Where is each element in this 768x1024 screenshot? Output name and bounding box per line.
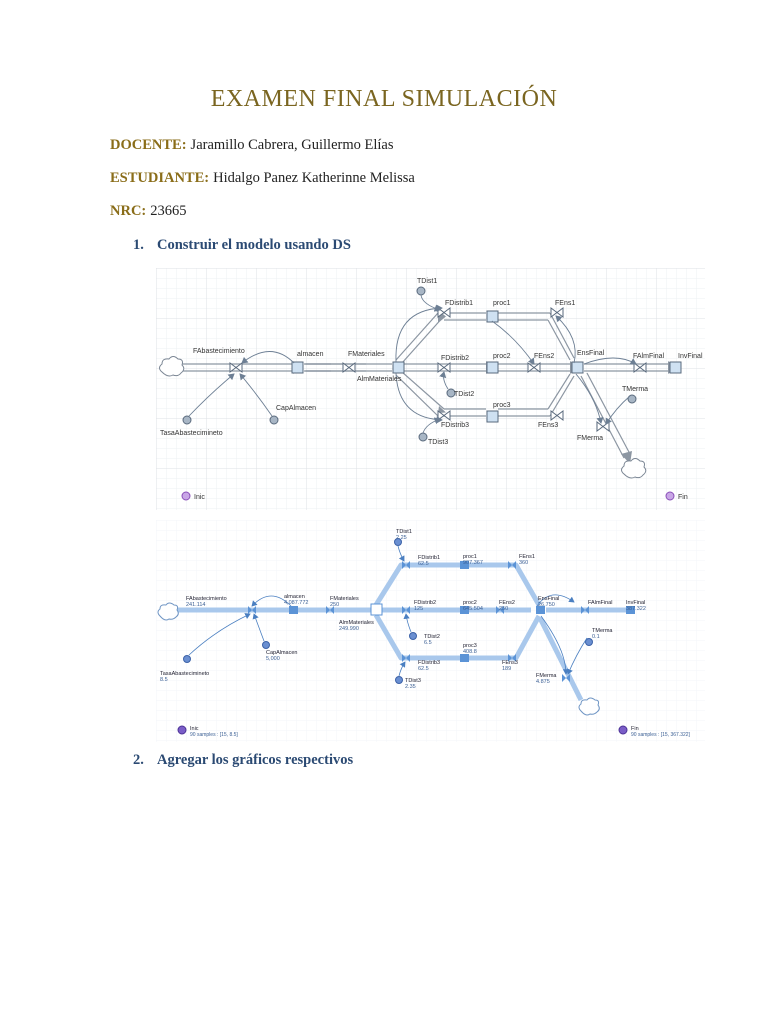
value-proc1: 907.367: [463, 560, 483, 566]
value-fens3: 189: [502, 666, 512, 672]
sink-cloud-icon: [579, 698, 599, 715]
label-fmateriales: FMateriales: [330, 596, 359, 602]
aux-capalmacen: [270, 416, 278, 424]
label-fdistrib2: FDistrib2: [441, 355, 470, 362]
label-proc3: proc3: [493, 402, 511, 409]
label-fmerma: FMerma: [536, 673, 557, 679]
label-almacen: almacen: [297, 351, 324, 358]
value-fens1: 360: [519, 560, 529, 566]
value-tdist2: 6.5: [424, 640, 432, 646]
inic-value: 90 samples : [15, 8.5]: [190, 732, 238, 738]
nrc-field: [110, 203, 187, 220]
value-fmateriales: 250: [330, 602, 340, 608]
source-cloud-icon: [158, 603, 178, 620]
label-tdist3: TDist3: [405, 678, 421, 684]
value-proc3: 408.8: [463, 649, 477, 655]
aux-tasa: [183, 416, 191, 424]
stock-almmateriales: [393, 362, 404, 373]
label-proc1: proc1: [463, 554, 477, 560]
fin-value: 90 samples : [15, 367.322]: [631, 732, 690, 738]
value-fdistrib2: 125: [414, 606, 424, 612]
label-falmfinal: FAlmFinal: [633, 353, 665, 360]
label-proc3: proc3: [463, 643, 477, 649]
label-fens3: FEns3: [538, 422, 559, 429]
label-tasa: TasaAbastecimineto: [160, 430, 223, 437]
question-1: [133, 237, 351, 254]
label-fens2: FEns2: [499, 600, 515, 606]
label-fens3: FEns3: [502, 660, 518, 666]
label-capalmacen: CapAlmacen: [266, 650, 298, 656]
model-diagram-design: [156, 268, 705, 510]
docente-label: DOCENTE:: [110, 137, 187, 153]
value-tdist1: 2.25: [396, 535, 407, 541]
aux-tdist1: [417, 287, 425, 295]
label-fdistrib2: FDistrib2: [414, 600, 437, 606]
label-fens1: FEns1: [555, 300, 576, 307]
question-1-text: Construir el modelo usando DS: [157, 237, 351, 253]
label-proc1: proc1: [493, 300, 511, 307]
question-2: [133, 752, 353, 769]
inic-icon: [182, 492, 190, 500]
value-fdistrib1: 62.5: [418, 561, 429, 567]
question-2-text: Agregar los gráficos respectivos: [157, 752, 354, 768]
value-invfinal: 387.322: [626, 606, 646, 612]
label-falmfinal: FAlmFinal: [588, 600, 613, 606]
inic-label: Inic: [190, 726, 199, 732]
fin-icon: [666, 492, 674, 500]
value-almacen: 4,087.772: [284, 600, 309, 606]
label-tmerma: TMerma: [592, 628, 613, 634]
stock-proc2: [487, 362, 498, 373]
label-fdistrib3: FDistrib3: [418, 660, 441, 666]
label-almacen: almacen: [284, 594, 305, 600]
label-fabastecimiento: FAbastecimiento: [186, 596, 227, 602]
value-capalmacen: 5,000: [266, 656, 280, 662]
label-fmerma: FMerma: [577, 435, 604, 442]
label-fmateriales: FMateriales: [348, 351, 385, 358]
estudiante-field: [110, 170, 415, 187]
value-ensfinal: 26.750: [538, 602, 555, 608]
label-ensfinal: EnsFinal: [538, 596, 560, 602]
stock-proc1: [487, 311, 498, 322]
value-fens2: 250: [499, 606, 509, 612]
label-ensfinal: EnsFinal: [577, 350, 605, 357]
value-fabastecimiento: 241.114: [186, 602, 206, 608]
label-tmerma: TMerma: [622, 386, 649, 393]
label-almmateriales: AlmMateriales: [357, 376, 402, 383]
model-diagram-simulation: [156, 520, 705, 742]
value-tmerma: 0.1: [592, 634, 600, 640]
estudiante-label: ESTUDIANTE:: [110, 170, 210, 186]
label-proc2: proc2: [493, 353, 511, 360]
inic-icon: [178, 726, 186, 734]
label-tdist1: TDist1: [396, 529, 412, 535]
question-2-number: 2.: [133, 752, 144, 768]
value-tdist3: 2.35: [405, 684, 416, 690]
value-tasa: 8.5: [160, 677, 168, 683]
stock-invfinal: [670, 362, 681, 373]
stock-almmateriales: [371, 604, 382, 615]
docente-field: [110, 137, 393, 154]
label-tdist2: TDist2: [424, 634, 440, 640]
label-almmateriales: AlmMateriales: [339, 620, 374, 626]
label-tdist1: TDist1: [417, 278, 438, 285]
inic-label: Inic: [194, 494, 205, 501]
label-proc2: proc2: [463, 600, 477, 606]
label-fens1: FEns1: [519, 554, 535, 560]
fin-label: Fin: [678, 494, 688, 501]
stock-ensfinal: [572, 362, 583, 373]
label-fabastecimiento: FAbastecimiento: [193, 348, 245, 355]
nrc-value: 23665: [150, 203, 187, 219]
nrc-label: NRC:: [110, 203, 147, 219]
label-fdistrib3: FDistrib3: [441, 422, 470, 429]
estudiante-value: Hidalgo Panez Katherinne Melissa: [213, 170, 415, 186]
label-capalmacen: CapAlmacen: [276, 405, 317, 412]
fin-label: Fin: [631, 726, 639, 732]
label-tdist3: TDist3: [428, 439, 449, 446]
label-fens2: FEns2: [534, 353, 555, 360]
value-fdistrib3: 62.5: [418, 666, 429, 672]
docente-value: Jaramillo Cabrera, Guillermo Elías: [190, 137, 394, 153]
inic-button[interactable]: [182, 492, 205, 501]
aux-tdist3: [419, 433, 427, 441]
document-title: EXAMEN FINAL SIMULACIÓN: [210, 86, 558, 112]
stock-almacen: [292, 362, 303, 373]
fin-icon: [619, 726, 627, 734]
label-invfinal: InvFinal: [678, 353, 703, 360]
value-proc2: 645.504: [463, 606, 483, 612]
label-fdistrib1: FDistrib1: [445, 300, 474, 307]
value-almmateriales: 249.990: [339, 626, 359, 632]
label-tasa: TasaAbastecimineto: [160, 671, 210, 677]
label-fdistrib1: FDistrib1: [418, 555, 441, 561]
value-fmerma: 4.875: [536, 679, 550, 685]
label-invfinal: InvFinal: [626, 600, 646, 606]
label-tdist2: TDist2: [454, 391, 475, 398]
grid-background: [156, 520, 705, 742]
stock-proc3: [487, 411, 498, 422]
question-1-number: 1.: [133, 237, 144, 253]
